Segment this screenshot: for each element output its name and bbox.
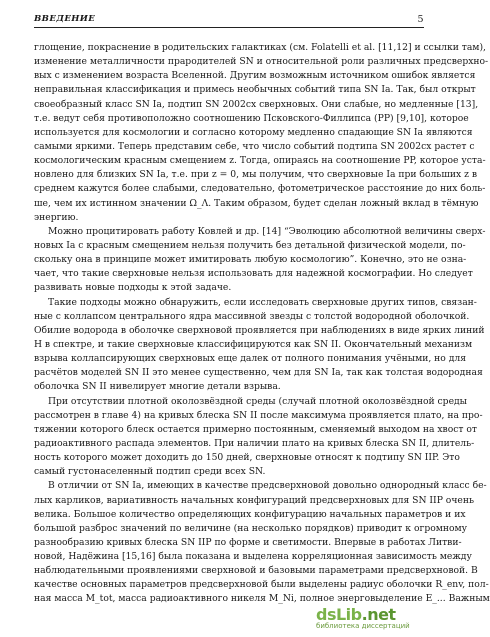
text-line: т.е. ведут себя противоположно соотношению Псковского-Филлипса (PP) [9,10], которое — [34, 112, 469, 124]
text-line: наблюдательными проявлениями сверхновой и базовыми параметрами предсверхновой. В — [34, 565, 478, 577]
text-line: ные с коллапсом центрального ядра массивной звезды с толстой водородной оболочкой. — [34, 310, 470, 322]
paragraph — [34, 395, 483, 480]
text-line: велика. Большое количество определяющих конфигурацию начальных параметров и их — [34, 508, 466, 520]
text-line: Такие подходы можно обнаружить, если исследовать сверхновые других типов, связан- — [48, 296, 477, 308]
text-line: своеобразный класс SN Ia, подтип SN 2002cx сверхновых. Они слабые, но медленные [13], — [34, 98, 479, 110]
section-title: ВВЕДЕНИЕ — [34, 14, 96, 24]
paragraph — [34, 225, 486, 296]
text-line: глощение, покраснение в родительских галактиках (см. Folatelli et al. [11,12] и ссылки там), — [34, 42, 486, 53]
text-line: неправильная классификация и примесь необычных событий типа SN Ia. Так, был открыт — [34, 84, 476, 96]
text-line: В отличии от SN Ia, имеющих в качестве предсверхновой довольно однородный класс бе- — [48, 480, 487, 492]
text-line: При отсутствии плотной околозвёздной среды (случай плотной околозвёздной среды — [48, 395, 467, 407]
text-line: используется для космологии и согласно которому медленно спадающие SN Ia являются — [34, 126, 473, 138]
text-line: ше, чем их истинном значении Ω_Λ. Таким образом, будет сделан ложный вклад в тёмную — [34, 197, 479, 209]
paragraph — [34, 479, 490, 606]
text-line: Обилие водорода в оболочке сверхновой проявляется при наблюдениях в виде ярких линий — [34, 324, 485, 336]
text-line: среднем кажутся более слабыми, следовательно, фотометрическое расстояние до них боль- — [34, 183, 486, 195]
text-line: новых Ia с красным смещением нельзя получить без детальной физической модели, по- — [34, 239, 466, 251]
text-line: новлено для близких SN Ia, т.е. при z = 0, мы получим, что сверхновые Ia при больших z в — [34, 169, 478, 181]
text-line: энергию. — [34, 211, 79, 223]
text-line: взрыва коллапсирующих сверхновых еще далек от полного понимания учёными, но для — [34, 353, 467, 365]
text-line: расчётов моделей SN II это менее существенно, чем для SN Ia, так как толстая водородная — [34, 367, 483, 379]
paragraph — [34, 41, 489, 225]
text-line: разнообразию кривых блеска SN IIP по форме и светимости. Впервые в работах Литви- — [34, 536, 462, 548]
text-line: развивать новые подходы к этой задаче. — [34, 282, 232, 294]
text-line: скольку она в принципе может имитировать любую космологию”. Конечно, это не озна- — [34, 254, 467, 266]
text-line: H в спектре, и такие сверхновые классифицируются как SN II. Окончательный механизм — [34, 338, 473, 350]
text-line: Можно процитировать работу Ковлей и др. [14] “Эволюцию абсолютной величины сверх- — [48, 225, 486, 237]
running-header — [34, 14, 424, 28]
paragraph — [34, 296, 485, 395]
text-line: самый густонаселенный подтип среди всех SN. — [34, 466, 266, 478]
dslib-watermark[interactable] — [316, 603, 444, 633]
text-line: космологическим красным смещением z. Тогда, опираясь на соотношение PP, которое уста- — [34, 155, 486, 167]
header-rule — [34, 27, 424, 28]
text-line: вых с изменением возраста Вселенной. Другим возможным источником ошибок является — [34, 70, 476, 82]
document-body — [34, 41, 490, 607]
text-line: тяжении которого блеск остается примерно постоянным, сменяемый выходом на хвост от — [34, 423, 477, 435]
text-line: качестве основных параметров предсверхновой были выделены радиус оболочки R_env, пол- — [34, 579, 489, 591]
text-line: чает, что такие сверхновые нельзя использовать для надежной космографии. Но следует — [34, 268, 473, 280]
text-line: ная масса M_tot, масса радиоактивного никеля M_Ni, полное энерговыделение E_... Важным — [34, 593, 490, 605]
text-line: ность которого может доходить до 150 дней, сверхновые относят к подтипу SN IIP. Это — [34, 452, 460, 464]
page-number: 5 — [417, 14, 424, 25]
watermark-subtitle: библиотека диссертаций — [316, 622, 410, 630]
watermark-logo: dsLib.net — [316, 605, 396, 624]
text-line: большой разброс значений по величине (на несколько порядков) приводит к огромному — [34, 522, 468, 534]
text-line: рассмотрен в главе 4) на кривых блеска SN II после максимума проявляется плато, на про- — [34, 409, 483, 421]
text-line: радиоактивного распада элементов. При наличии плато на кривых блеска SN II, длитель- — [34, 437, 475, 449]
text-line: новой, Надёжина [15,16] была показана и выделена корреляционная зависимость между — [34, 551, 472, 563]
text-line: изменение металличности прародителей SN и относительной роли различных предсверхно- — [34, 56, 489, 68]
text-line: оболочка SN II нивелирует многие детали взрыва. — [34, 381, 281, 393]
text-line: лых карликов, вариативность начальных конфигураций предсверхновых для SN IIP очень — [34, 494, 474, 506]
text-line: самыми яркими. Теперь представим себе, что число событий подтипа SN 2002cx растет с — [34, 140, 475, 152]
